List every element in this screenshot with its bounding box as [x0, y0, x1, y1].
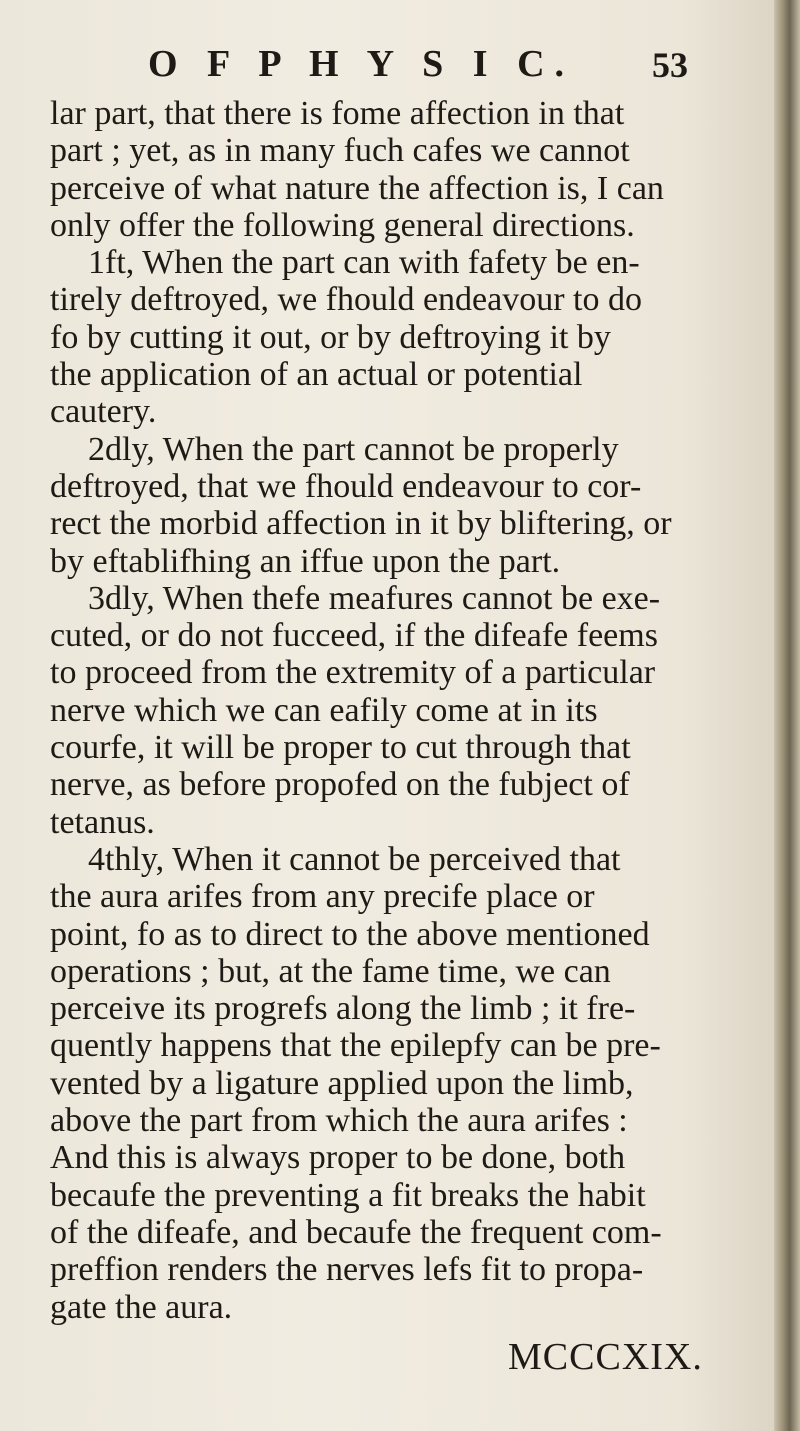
text-line: above the part from which the aura arifes :: [50, 1102, 628, 1140]
text-line: 4thly, When it cannot be perceived that: [88, 840, 621, 878]
running-head: O F P H Y S I C.: [148, 43, 575, 85]
text-line: point, fo as to direct to the above mentioned: [50, 915, 650, 953]
text-line: of the difeafe, and becaufe the frequent com-: [50, 1213, 662, 1251]
text-line: tetanus.: [50, 803, 155, 841]
text-line: 1ft, When the part can with fafety be en-: [88, 244, 640, 282]
text-line: vented by a ligature applied upon the limb,: [50, 1064, 634, 1102]
text-line: nerve which we can eafily come at in its: [50, 691, 598, 729]
text-line: 3dly, When thefe meafures cannot be exe-: [88, 579, 661, 617]
text-line: cautery.: [50, 393, 157, 431]
text-line: cuted, or do not fucceed, if the difeafe feems: [50, 617, 658, 655]
text-line: perceive of what nature the affection is, I can: [50, 169, 664, 207]
text-line: rect the morbid affection in it by bliftering, or: [50, 505, 672, 543]
text-line: fo by cutting it out, or by deftroying it by: [50, 318, 611, 356]
text-line: part ; yet, as in many fuch cafes we cannot: [50, 132, 630, 170]
text-line: 2dly, When the part cannot be properly: [88, 430, 619, 468]
text-line: only offer the following general directions.: [50, 206, 635, 244]
text-line: becaufe the preventing a fit breaks the habit: [50, 1176, 646, 1214]
page-number: 53: [652, 45, 688, 85]
text-line: to proceed from the extremity of a particular: [50, 654, 656, 692]
text-line: preffion renders the nerves lefs fit to propa-: [50, 1251, 644, 1289]
text-line: tirely deftroyed, we fhould endeavour to do: [50, 281, 642, 319]
text-line: by eftablifhing an iffue upon the part.: [50, 542, 561, 580]
text-line: courfe, it will be proper to cut through that: [50, 729, 631, 767]
text-line: And this is always proper to be done, both: [50, 1139, 626, 1177]
text-line: the aura arifes from any precife place or: [50, 878, 595, 916]
page-header: [0, 42, 720, 92]
text-line: lar part, that there is fome affection in that: [50, 95, 625, 132]
text-line: nerve, as before propofed on the fubject of: [50, 766, 630, 804]
text-line: operations ; but, at the fame time, we can: [50, 952, 611, 990]
text-line: the application of an actual or potential: [50, 356, 583, 394]
text-line: perceive its progrefs along the limb ; it fre-: [50, 990, 636, 1028]
text-line: quently happens that the epilepfy can be pre-: [50, 1027, 661, 1065]
page-edge: [774, 0, 800, 1431]
signature-mark: MCCCXIX.: [508, 1336, 703, 1378]
body-text: [50, 95, 710, 1326]
text-line: deftroyed, that we fhould endeavour to cor-: [50, 467, 642, 505]
text-line: gate the aura.: [50, 1288, 233, 1326]
